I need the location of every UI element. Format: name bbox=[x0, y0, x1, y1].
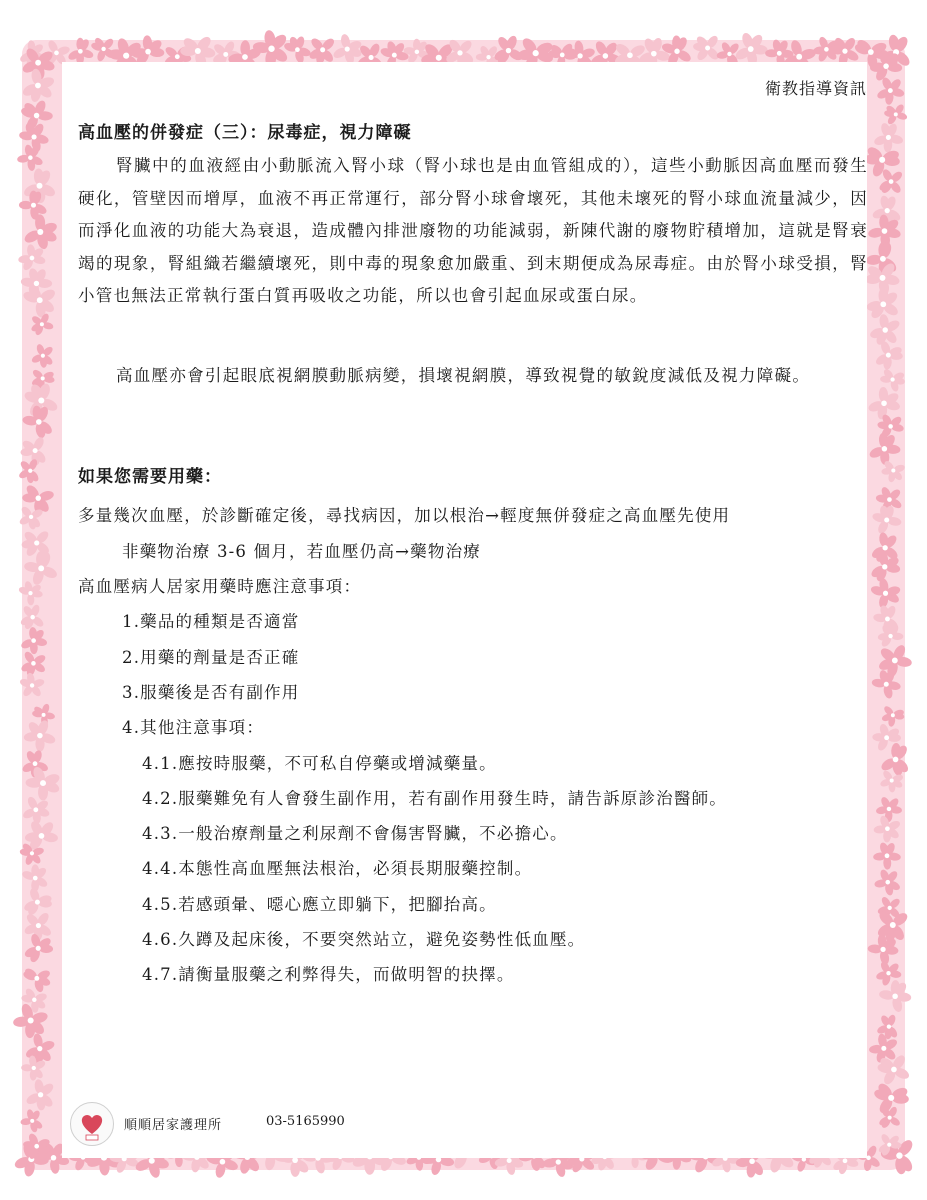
notice-item: 3.服藥後是否有副作用 bbox=[122, 683, 300, 702]
medication-intro-line-1: 多量幾次血壓，於診斷確定後，尋找病因，加以根治→輕度無併發症之高血壓先使用 bbox=[78, 506, 731, 525]
header-label: 衛教指導資訊 bbox=[764, 79, 867, 98]
notice-item: 2.用藥的劑量是否正確 bbox=[122, 648, 300, 667]
footer-organization: 順順居家護理所 bbox=[124, 1118, 223, 1133]
complications-title: 高血壓的併發症（三）：尿毒症，視力障礙 bbox=[78, 123, 412, 143]
medication-intro-line-2: 非藥物治療 3-6 個月，若血壓仍高→藥物治療 bbox=[122, 542, 481, 561]
medication-title: 如果您需要用藥： bbox=[78, 467, 222, 487]
paragraph-vision: 高血壓亦會引起眼底視網膜動脈病變，損壞視網膜，導致視覺的敏銳度減低及視力障礙。 bbox=[115, 366, 811, 385]
document-page bbox=[62, 62, 867, 1158]
notice-sub-item: 4.5.若感頭暈、噁心應立即躺下，把腳抬高。 bbox=[142, 895, 497, 914]
heart-logo-icon bbox=[70, 1102, 114, 1146]
notice-sub-item: 4.2.服藥難免有人會發生副作用，若有副作用發生時，請告訴原診治醫師。 bbox=[142, 789, 727, 808]
notice-item: 1.藥品的種類是否適當 bbox=[122, 612, 300, 631]
footer bbox=[70, 1102, 430, 1148]
notice-sub-item: 4.4.本態性高血壓無法根治，必須長期服藥控制。 bbox=[142, 859, 533, 878]
notice-title: 高血壓病人居家用藥時應注意事項： bbox=[78, 577, 362, 596]
notice-sub-item: 4.1.應按時服藥，不可私自停藥或增減藥量。 bbox=[142, 754, 497, 773]
notice-sub-item: 4.3.一般治療劑量之利尿劑不會傷害腎臟，不必擔心。 bbox=[142, 824, 568, 843]
paragraph-kidney: 腎臟中的血液經由小動脈流入腎小球（腎小球也是由血管組成的），這些小動脈因高血壓而發生硬化，管壁因而增厚，血液不再正常運行，部分腎小球會壞死，其他未壞死的腎小球血流量減少，因而淨化血液的功能大為衰退，造成體內排泄廢物的功能減弱，新陳代謝的廢物貯積增加，這就是腎衰竭的現象，腎組織若繼續壞死，則中毒的現象愈加嚴重、到末期便成為尿毒症。由於腎小球受損，腎小管也無法正常執行蛋白質再吸收之功能，所以也會引起血尿或蛋白尿。 bbox=[78, 156, 868, 305]
notice-sub-item: 4.7.請衡量服藥之利弊得失，而做明智的抉擇。 bbox=[142, 965, 515, 984]
notice-sub-item: 4.6.久蹲及起床後，不要突然站立，避免姿勢性低血壓。 bbox=[142, 930, 586, 949]
footer-phone: 03-5165990 bbox=[266, 1114, 345, 1129]
notice-item: 4.其他注意事項： bbox=[122, 718, 265, 737]
